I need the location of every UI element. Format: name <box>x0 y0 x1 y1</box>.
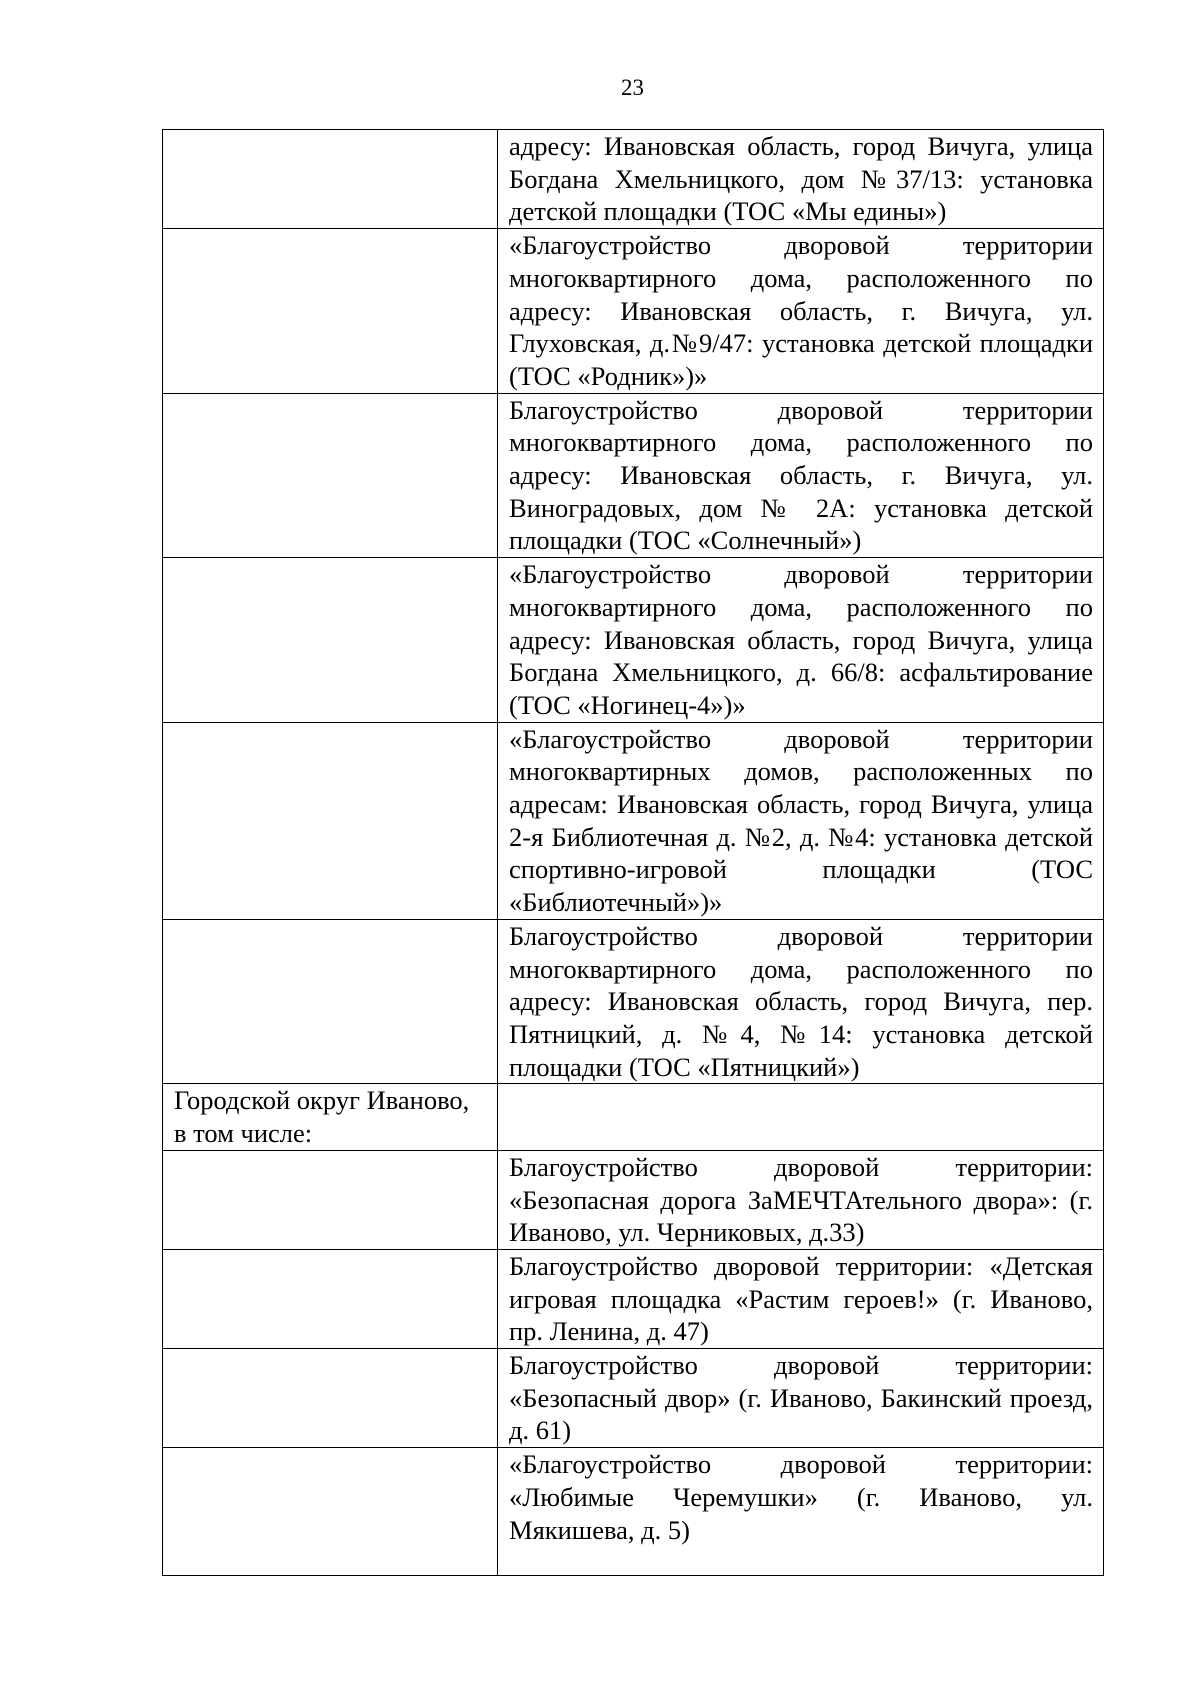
table-row <box>163 722 1104 919</box>
project-cell: «Благоустройство дворовой территории многоквартирных домов, расположенных по адресам: Ивановская область, город Вичуга, улица 2-я Библиотечная д. №2, д. №4: установка детской спортивно-игровой площадки (ТОС «Библиотечный»)» <box>498 722 1104 919</box>
project-cell: адресу: Ивановская область, город Вичуга, улица Богдана Хмельницкого, дом №37/13: установка детской площадки (ТОС «Мы едины») <box>498 130 1104 229</box>
municipality-cell <box>163 558 498 723</box>
project-cell: Благоустройство дворовой территории многоквартирного дома, расположенного по адресу: Ивановская область, г. Вичуга, ул. Виноградовых, дом № 2А: установка детской площадки (ТОС «Солнечный») <box>498 393 1104 558</box>
project-cell: Благоустройство дворовой территории: «Детская игровая площадка «Растим героев!» (г. Иваново, пр. Ленина, д. 47) <box>498 1249 1104 1348</box>
municipality-cell <box>163 722 498 919</box>
municipality-cell <box>163 229 498 394</box>
municipality-cell: Городской округ Иваново, в том числе: <box>163 1084 498 1150</box>
table-row <box>163 1084 1104 1150</box>
municipality-cell <box>163 1349 498 1448</box>
table-row <box>163 229 1104 394</box>
table-row <box>163 1249 1104 1348</box>
project-cell: «Благоустройство дворовой территории многоквартирного дома, расположенного по адресу: Ивановская область, г. Вичуга, ул. Глуховская, д.№9/47: установка детской площадки (ТОС «Родник»)» <box>498 229 1104 394</box>
table-row <box>163 919 1104 1084</box>
municipality-cell <box>163 919 498 1084</box>
project-cell: «Благоустройство дворовой территории многоквартирного дома, расположенного по адресу: Ивановская область, город Вичуга, улица Богдана Хмельницкого, д. 66/8: асфальтирование (ТОС «Ногинец-4»)» <box>498 558 1104 723</box>
project-cell: Благоустройство дворовой территории: «Безопасная дорога ЗаМЕЧТАтельного двора»: (г. Иваново, ул. Черниковых, д.33) <box>498 1150 1104 1249</box>
municipality-cell <box>163 1249 498 1348</box>
municipality-cell <box>163 130 498 229</box>
page-number: 23 <box>621 75 644 100</box>
project-cell: «Благоустройство дворовой территории: «Любимые Черемушки» (г. Иваново, ул. Мякишева, д. 5) <box>498 1448 1104 1576</box>
project-cell: Благоустройство дворовой территории: «Безопасный двор» (г. Иваново, Бакинский проезд, д. 61) <box>498 1349 1104 1448</box>
project-cell <box>498 1084 1104 1150</box>
program-table <box>162 129 1104 1576</box>
table-row <box>163 130 1104 229</box>
table-row <box>163 1448 1104 1576</box>
table-row <box>163 1150 1104 1249</box>
table-row <box>163 558 1104 723</box>
municipality-cell <box>163 1448 498 1576</box>
table-row <box>163 1349 1104 1448</box>
table-row <box>163 393 1104 558</box>
project-cell: Благоустройство дворовой территории многоквартирного дома, расположенного по адресу: Ивановская область, город Вичуга, пер. Пятницкий, д. №4, №14: установка детской площадки (ТОС «Пятницкий») <box>498 919 1104 1084</box>
municipality-cell <box>163 1150 498 1249</box>
municipality-cell <box>163 393 498 558</box>
